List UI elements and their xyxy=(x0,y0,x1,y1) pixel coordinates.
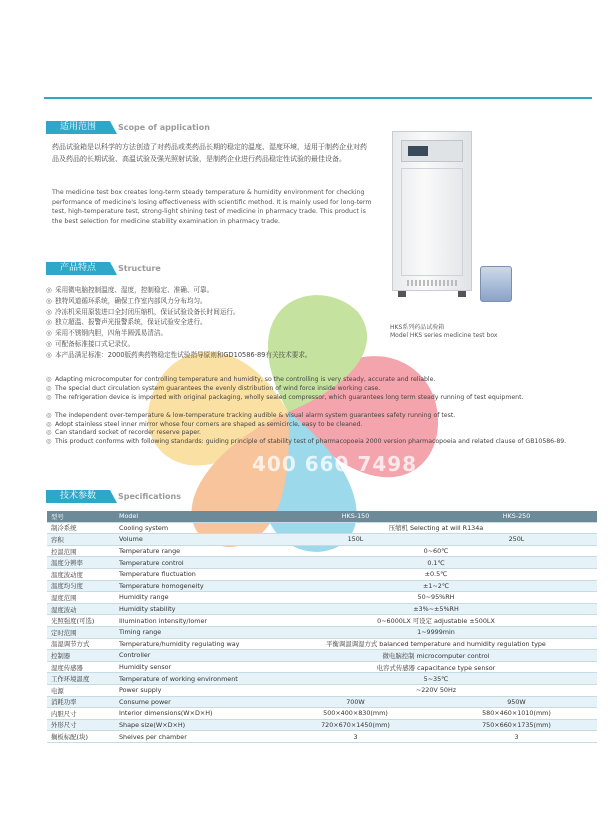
control-panel xyxy=(401,140,463,162)
table-cell: Temperature homogeneity xyxy=(115,580,275,592)
section-header-specs xyxy=(46,490,216,503)
table-cell: 750×660×1735(mm) xyxy=(436,719,597,731)
table-cell: Temperature of working environment xyxy=(115,673,275,685)
product-caption-en: Model HKS series medicine test box xyxy=(390,332,498,339)
table-cell: 容积 xyxy=(47,534,115,546)
product-caption-cn: HKS系列药品试验箱 xyxy=(390,324,445,331)
table-cell: 150L xyxy=(275,534,436,546)
list-item: ◎ 本产品满足标准：2000版药典药物稳定性试验指导原则和GD10586-89有关技术要求。 xyxy=(46,350,312,359)
table-cell: Illumination intensity/lomer xyxy=(115,615,275,627)
table-cell: Volume xyxy=(115,534,275,546)
table-cell: 5~35℃ xyxy=(275,673,597,685)
table-row xyxy=(47,684,597,696)
top-divider xyxy=(44,97,592,99)
features-list-cn xyxy=(46,285,386,361)
header-arrow-decoration xyxy=(110,121,117,134)
header-cell: HKS-250 xyxy=(436,511,597,522)
table-row xyxy=(47,615,597,627)
table-cell: Temperature/humidity regulating way xyxy=(115,638,275,650)
table-cell: 控温范围 xyxy=(47,545,115,557)
table-cell: 光照强度(可选) xyxy=(47,615,115,627)
features-list-en xyxy=(46,376,596,447)
section-title-en: Structure xyxy=(118,264,161,273)
table-cell: 温度波动度 xyxy=(47,568,115,580)
table-row xyxy=(47,661,597,673)
table-cell: Controller xyxy=(115,650,275,662)
table-row xyxy=(47,522,597,534)
list-item: ◎ The refrigeration device is imported with original packaging, wholly sealed compressor, which guarantees long term steady running of test equipment. xyxy=(46,393,524,401)
table-cell: 950W xyxy=(436,696,597,708)
list-item: ◎ 独立超温、报警声光报警系统，保证试验安全进行。 xyxy=(46,318,207,327)
display-screen xyxy=(408,146,428,156)
table-cell: 温湿调节方式 xyxy=(47,638,115,650)
scope-text-cn: 药品试验箱是以科学的方法创造了对药品或类药品长期的稳定的温度、湿度环境，适用于制药企业对药品及药品的长期试验、高温试验及强光照射试验，是制药企业进行药品稳定性试验的最佳设备。 xyxy=(52,143,367,163)
table-row xyxy=(47,673,597,685)
table-cell: Shelves per chamber xyxy=(115,731,275,743)
table-cell: 3 xyxy=(436,731,597,743)
table-cell: ±1~2℃ xyxy=(275,580,597,592)
section-title-cn: 技术参数 xyxy=(46,490,110,503)
table-row xyxy=(47,696,597,708)
table-cell: 700W xyxy=(275,696,436,708)
table-cell: 250L xyxy=(436,534,597,546)
table-cell: 平衡调温调湿方式 balanced temperature and humidity regulation type xyxy=(275,638,597,650)
header-cell: HKS-150 xyxy=(275,511,436,522)
table-cell: 工作环境温度 xyxy=(47,673,115,685)
table-cell: 50~95%RH xyxy=(275,592,597,604)
list-item xyxy=(46,403,596,412)
table-cell: 580×460×1010(mm) xyxy=(436,708,597,720)
table-cell: 0.1℃ xyxy=(275,557,597,569)
table-cell: 消耗功率 xyxy=(47,696,115,708)
table-row xyxy=(47,731,597,743)
table-row xyxy=(47,638,597,650)
table-cell: 温度分辨率 xyxy=(47,557,115,569)
list-item: ◎ 采用微电脑控制温度、湿度，控制稳定、准确、可靠。 xyxy=(46,286,214,294)
table-cell: 0~60℃ xyxy=(275,545,597,557)
table-cell: 定时范围 xyxy=(47,626,115,638)
table-cell: 720×670×1450(mm) xyxy=(275,719,436,731)
cabinet-door xyxy=(401,168,463,276)
list-item: ◎ 独特风道循环系统，确保工作室内部风力分布均匀。 xyxy=(46,296,207,305)
spec-table xyxy=(47,511,597,743)
table-cell: Shape size(W×D×H) xyxy=(115,719,275,731)
section-header-scope xyxy=(46,121,216,134)
table-cell: 湿度传感器 xyxy=(47,661,115,673)
list-item: ◎ Adapting microcomputer for controlling temperature and humidity, so the controlling is very steady, accurate and reliable. xyxy=(46,376,436,383)
table-cell: ~220V 50Hz xyxy=(275,684,597,696)
list-item: ◎ Can standard socket of recorder reserve paper. xyxy=(46,429,202,437)
list-item: ◎ 冷冻机采用原装进口全封闭压缩机，保证试验设备长时间运行。 xyxy=(46,307,240,316)
table-cell: 3 xyxy=(275,731,436,743)
section-title-cn: 产品特点 xyxy=(46,262,110,275)
table-row xyxy=(47,534,597,546)
table-cell: Humidity stability xyxy=(115,603,275,615)
table-cell: Temperature control xyxy=(115,557,275,569)
header-cell: Model xyxy=(115,511,275,522)
list-item: ◎ This product conforms with following standards: guiding principle of stability test of pharmacopoeia 2000 version pharmacopoeia and related clause of GB10586-89. xyxy=(46,438,567,446)
table-cell: 内胆尺寸 xyxy=(47,708,115,720)
table-cell: 电源 xyxy=(47,684,115,696)
list-item: ◎ The special duct circulation system guarantees the evenly distribution of wind force inside working case. xyxy=(46,384,381,392)
scope-text-en: The medicine test box creates long-term steady temperature & humidity environment for checking performance of medicine's losing effectiveness with scientific method. It is mainly used for long-term test, high-temperature test, strong-light shining test of medicine in pharmacy trade. This product is the best selection for medicine stability examination in pharmacy trade. xyxy=(52,189,372,225)
table-cell: 1~9999min xyxy=(275,626,597,638)
header-cell: 型号 xyxy=(47,511,115,522)
table-cell: 外形尺寸 xyxy=(47,719,115,731)
table-cell: 制冷系统 xyxy=(47,522,115,534)
table-cell: ±0.5℃ xyxy=(275,568,597,580)
section-title-cn: 适用范围 xyxy=(46,121,110,134)
table-row xyxy=(47,650,597,662)
table-cell: Humidity sensor xyxy=(115,661,275,673)
table-cell: 0~6000LX 可设定 adjustable ±500LX xyxy=(275,615,597,627)
table-cell: Power supply xyxy=(115,684,275,696)
list-item: ◎ Adopt stainless steel inner mirror whose four corners are shaped as semicircle, easy to be cleaned. xyxy=(46,420,363,428)
table-row xyxy=(47,592,597,604)
table-row xyxy=(47,545,597,557)
list-item: ◎ 采用不锈钢内胆，四角半圆弧易清洁。 xyxy=(46,329,168,338)
table-row xyxy=(47,603,597,615)
table-cell: 温度均匀度 xyxy=(47,580,115,592)
table-cell: 电容式传感器 capacitance type sensor xyxy=(275,661,597,673)
table-row xyxy=(47,708,597,720)
watermark-phone: 400 660 7498 xyxy=(252,452,418,476)
table-row xyxy=(47,626,597,638)
table-row xyxy=(47,719,597,731)
cabinet-foot xyxy=(458,291,466,297)
table-cell: 500×400×830(mm) xyxy=(275,708,436,720)
product-image-small-box xyxy=(480,266,512,302)
table-cell: Humidity range xyxy=(115,592,275,604)
table-cell: Consume power xyxy=(115,696,275,708)
table-cell: 微电脑控制 microcomputer control xyxy=(275,650,597,662)
table-row xyxy=(47,580,597,592)
table-cell: 湿度波动 xyxy=(47,603,115,615)
table-row xyxy=(47,557,597,569)
table-header-row xyxy=(47,511,597,522)
table-cell: 湿度范围 xyxy=(47,592,115,604)
table-cell: Timing range xyxy=(115,626,275,638)
table-cell: ±3%~±5%RH xyxy=(275,603,597,615)
section-title-en: Scope of application xyxy=(118,123,210,132)
list-item: ◎ 可配备标准接口式记录仪。 xyxy=(46,339,135,348)
table-cell: Temperature range xyxy=(115,545,275,557)
table-cell: 压缩机 Selecting at will R134a xyxy=(275,522,597,534)
table-cell: Cooling system xyxy=(115,522,275,534)
table-cell: 控制器 xyxy=(47,650,115,662)
table-cell: 搁板标配(块) xyxy=(47,731,115,743)
header-arrow-decoration xyxy=(110,262,117,275)
header-arrow-decoration xyxy=(110,490,117,503)
table-row xyxy=(47,568,597,580)
list-item: ◎ The independent over-temperature & low-temperature tracking audible & visual alarm system guarantees safety running of test. xyxy=(46,411,456,419)
table-cell: Interior dimensions(W×D×H) xyxy=(115,708,275,720)
table-cell: Temperature fluctuation xyxy=(115,568,275,580)
section-title-en: Specifications xyxy=(118,492,181,501)
